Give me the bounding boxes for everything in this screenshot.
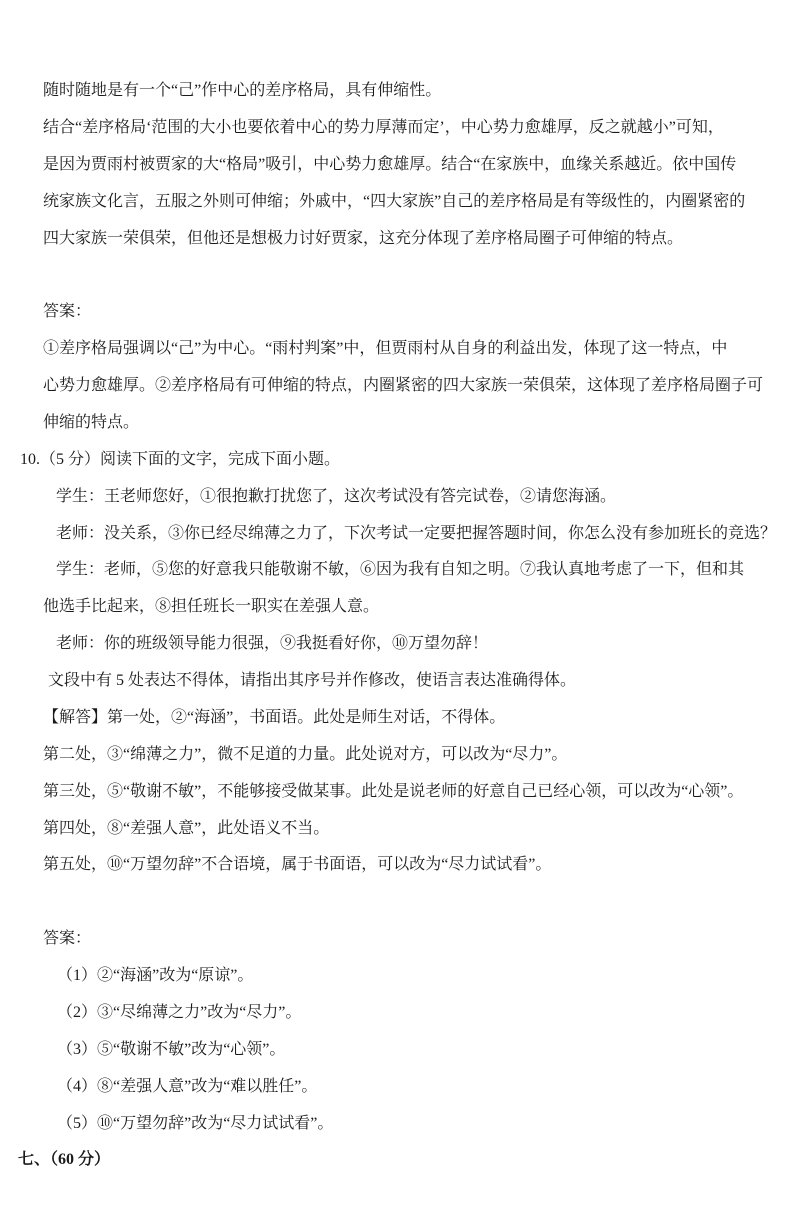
question-10-header: 10.（5 分）阅读下面的文字，完成下面小题。 [20,450,341,468]
analysis-paragraph-line-5: 四大家族一荣俱荣，但他还是想极力讨好贾家，这充分体现了差序格局圈子可伸缩的特点。 [43,229,684,247]
dialog-teacher-line-2: 老师：你的班级领导能力很强，⑨我挺看好你，⑩万望勿辞！ [56,635,489,653]
answer-text-line-3: 伸缩的特点。 [43,413,140,431]
analysis-paragraph-line-4: 统家族文化言，五服之外则可伸缩；外戚中，“四大家族”自己的差序格局是有等级性的，内圈紧密的 [43,192,746,210]
section-7-header: 七、（60 分） [18,1151,111,1169]
dialog-student-line-2-cont: 他选手比起来，⑧担任班长一职实在差强人意。 [43,598,380,616]
explanation-line-4: 第四处，⑧“差强人意”，此处语义不当。 [43,819,330,837]
dialog-student-line-2: 学生：老师，⑤您的好意我只能敬谢不敏，⑥因为我有自知之明。⑦我认真地考虑了一下，但和其 [56,561,745,579]
document-body [0,73,800,1179]
answer-heading-q10: 答案： [43,930,92,948]
answer-item-1: （1）②“海涵”改为“原谅”。 [57,967,254,984]
explanation-line-5: 第五处，⑩“万望勿辞”不合语境，属于书面语，可以改为“尽力试试看”。 [43,856,552,874]
answer-item-4: （4）⑧“差强人意”改为“难以胜任”。 [57,1077,318,1095]
analysis-paragraph-line-2: 结合“差序格局‘范围的大小也要依着中心的势力厚薄而定’，中心势力愈雄厚，反之就越小”可知， [43,118,724,136]
explanation-line-3: 第三处，⑤“敬谢不敏”，不能够接受做某事。此处是说老师的好意自己已经心领，可以改为“心领”。 [43,782,744,800]
blank-line [0,257,800,294]
answer-heading-q9: 答案： [43,303,92,321]
answer-item-5: （5）⑩“万望勿辞”改为“尽力试试看”。 [57,1114,334,1132]
explanation-line-2: 第二处，③“绵薄之力”，微不足道的力量。此处说对方，可以改为“尽力”。 [43,745,568,763]
explanation-line-1: 【解答】第一处，②“海涵”，书面语。此处是师生对话，不得体。 [43,708,506,726]
answer-text-line-1: ①差序格局强调以“己”为中心。“雨村判案”中，但贾雨村从自身的利益出发，体现了这一特点，中 [43,340,728,358]
dialog-student-line-1: 学生：王老师您好，①很抱歉打扰您了，这次考试没有答完试卷，②请您海涵。 [56,487,617,505]
answer-item-3: （3）⑤“敬谢不敏”改为“心领”。 [57,1040,286,1058]
answer-item-2: （2）③“尽绵薄之力”改为“尽力”。 [57,1003,302,1021]
answer-text-line-2: 心势力愈雄厚。②差序格局有可伸缩的特点，内圈紧密的四大家族一荣俱荣，这体现了差序格局圈子可 [43,377,764,394]
dialog-teacher-line-1: 老师：没关系，③你已经尽绵薄之力了，下次考试一定要把握答题时间，你怎么没有参加班长的竞选？ [56,524,777,542]
analysis-paragraph-line-3: 是因为贾雨村被贾家的大“格局”吸引，中心势力愈雄厚。结合“在家族中，血缘关系越近。依中国传 [43,155,737,173]
analysis-paragraph-line-1: 随时随地是有一个“己”作中心的差序格局，具有伸缩性。 [43,82,442,99]
blank-line [0,884,800,921]
task-stem-line: 文段中有 5 处表达不得体，请指出其序号并作修改，使语言表达准确得体。 [48,672,577,689]
